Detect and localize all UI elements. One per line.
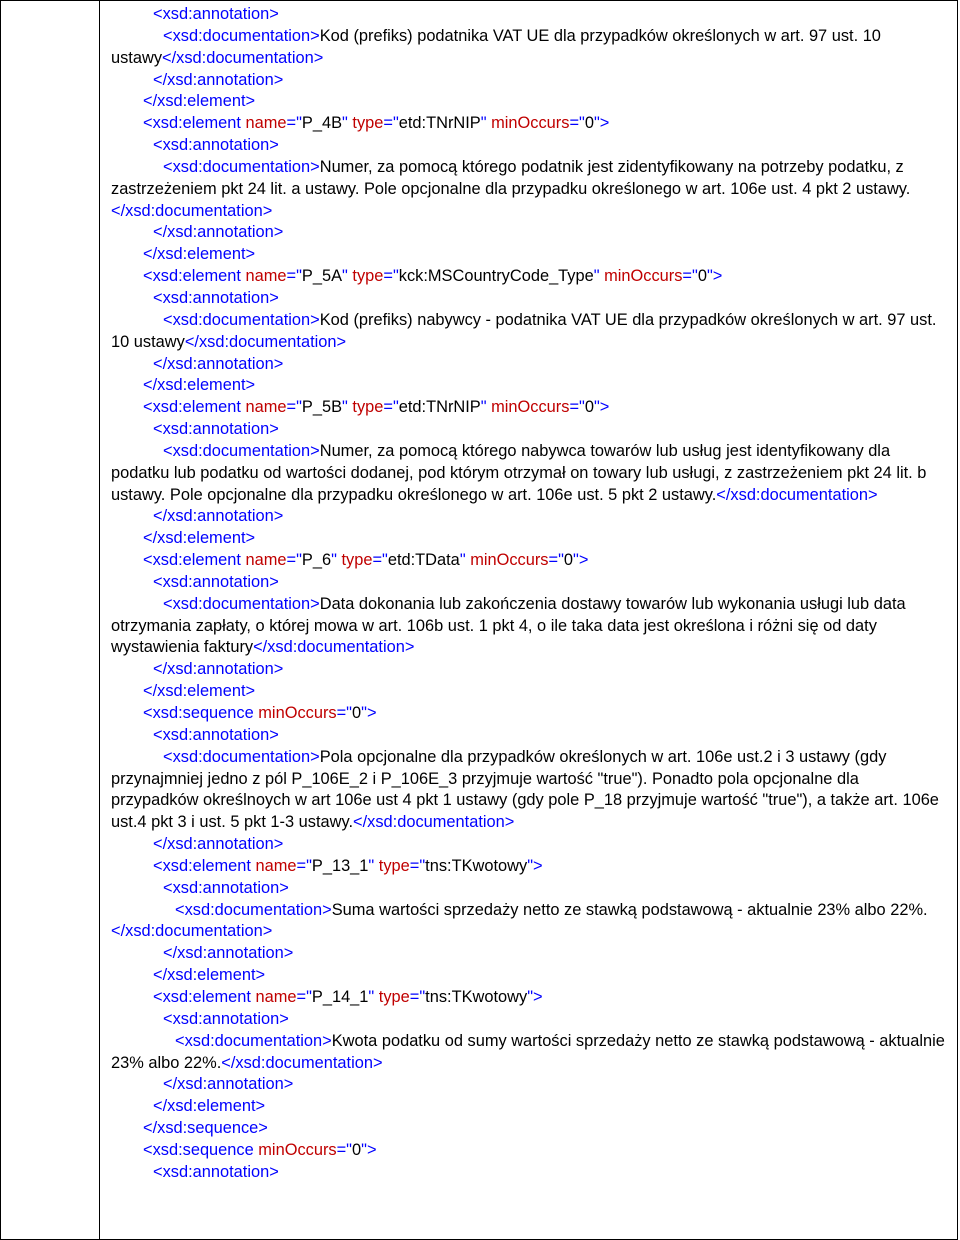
xml-attr-name-token: name [245, 551, 287, 570]
xml-attr-name-token: minOccurs [258, 1140, 337, 1159]
code-line [111, 659, 945, 681]
xml-text-token: kck:MSCountryCode_Type [398, 267, 594, 286]
code-line [111, 1118, 945, 1140]
xml-text-token: Kwota podatku od sumy wartości sprzedaży netto ze stawką podstawową - aktualnie 23% albo 22%. [111, 1031, 945, 1072]
xml-text-token: 0 [584, 398, 594, 417]
xml-tag-token: </xsd:documentation> [162, 48, 324, 67]
code-line [111, 1140, 945, 1162]
code-line [111, 70, 945, 92]
xml-attr-name-token: type [378, 987, 410, 1006]
xml-tag-token: </xsd:documentation> [184, 332, 347, 351]
xsd-code-listing [111, 4, 945, 1184]
code-line [111, 703, 945, 725]
xml-text-token: 0 [563, 551, 574, 570]
code-line [111, 965, 945, 987]
code-line [111, 135, 945, 157]
xml-tag-token: " [368, 856, 379, 875]
xml-tag-token: =" [286, 398, 302, 417]
xml-tag-token: <xsd:element [143, 267, 246, 286]
xml-tag-token: </xsd:documentation> [253, 638, 415, 657]
xml-tag-token: <xsd:element [143, 398, 246, 417]
xml-tag-token: =" [296, 987, 312, 1006]
xml-tag-token: <xsd:documentation> [175, 1031, 332, 1050]
xml-attr-name-token: name [255, 987, 297, 1006]
xml-tag-token: </xsd:element> [143, 376, 256, 395]
code-line [111, 856, 945, 878]
xml-tag-token: =" [336, 1140, 352, 1159]
code-line [111, 1096, 945, 1118]
code-line [111, 550, 945, 572]
xml-tag-token: " [368, 987, 379, 1006]
code-line [111, 878, 945, 900]
xml-text-token: etd:TNrNIP [398, 398, 481, 417]
xml-tag-token: "> [573, 551, 589, 570]
xml-tag-token: =" [286, 267, 302, 286]
code-line [111, 1031, 945, 1075]
xml-text-token: 0 [352, 704, 362, 722]
xml-tag-token: =" [383, 114, 399, 133]
code-line [111, 113, 945, 135]
xml-tag-token: </xsd:element> [143, 245, 256, 264]
code-line [111, 594, 945, 660]
xml-tag-token: </xsd:annotation> [163, 944, 294, 963]
xml-tag-token: "> [706, 267, 723, 286]
xml-tag-token: " [331, 551, 342, 570]
xml-tag-token: "> [593, 114, 610, 133]
xml-tag-token: </xsd:sequence> [143, 1119, 268, 1138]
xml-tag-token: <xsd:element [153, 856, 256, 875]
code-line [111, 244, 945, 266]
xml-tag-token: <xsd:annotation> [153, 572, 279, 591]
xml-tag-token: " [342, 114, 353, 133]
xml-tag-token: "> [527, 856, 543, 875]
xml-tag-token: </xsd:element> [153, 966, 266, 985]
code-line [111, 419, 945, 441]
xml-text-token: P_5B [301, 398, 343, 417]
empty-left-column [0, 0, 100, 1240]
xml-text-token: etd:TNrNIP [398, 114, 481, 133]
code-line [111, 528, 945, 550]
xml-attr-name-token: type [352, 398, 384, 417]
code-line [111, 747, 945, 834]
xml-tag-token: </xsd:documentation> [716, 485, 878, 504]
xml-tag-token: <xsd:annotation> [153, 420, 279, 439]
code-line [111, 987, 945, 1009]
xml-text-token: 0 [697, 267, 707, 286]
xml-tag-token: <xsd:documentation> [163, 157, 320, 176]
xml-tag-token: <xsd:annotation> [153, 288, 279, 307]
xml-tag-token: </xsd:annotation> [153, 70, 284, 89]
code-line [111, 91, 945, 113]
code-line [111, 397, 945, 419]
xml-tag-token: </xsd:documentation> [111, 201, 273, 220]
xml-tag-token: <xsd:element [143, 551, 246, 570]
xml-tag-token: =" [296, 856, 312, 875]
xml-text-token: P_13_1 [311, 856, 369, 875]
xml-tag-token: " [480, 398, 492, 417]
xml-tag-token: <xsd:annotation> [153, 5, 279, 23]
xml-tag-token: =" [682, 267, 698, 286]
xml-tag-token: </xsd:annotation> [163, 1075, 294, 1094]
xml-tag-token: </xsd:documentation> [111, 922, 273, 941]
xml-attr-name-token: minOccurs [491, 114, 570, 133]
xml-attr-name-token: type [341, 551, 373, 570]
xml-text-token: Suma wartości sprzedaży netto ze stawką podstawową - aktualnie 23% albo 22%. [331, 900, 928, 919]
xml-text-token: 0 [352, 1140, 362, 1159]
xml-attr-name-token: name [255, 856, 297, 875]
xml-tag-token: " [342, 398, 353, 417]
code-line [111, 354, 945, 376]
xml-tag-token: </xsd:documentation> [221, 1053, 383, 1072]
xml-tag-token: <xsd:annotation> [163, 1009, 289, 1028]
xml-tag-token: " [342, 267, 353, 286]
xml-tag-token: </xsd:element> [153, 1097, 266, 1116]
xml-tag-token: </xsd:element> [143, 529, 256, 548]
xml-attr-name-token: type [352, 114, 384, 133]
code-line [111, 4, 945, 26]
xml-tag-token: <xsd:element [143, 114, 246, 133]
xml-tag-token: " [480, 114, 492, 133]
xml-attr-name-token: minOccurs [491, 398, 570, 417]
xml-tag-token: </xsd:documentation> [353, 813, 515, 832]
xml-text-token: Kod (prefiks) nabywcy - podatnika VAT UE dla przypadków określonych w art. 97 ust. 10 ustawy [111, 310, 937, 351]
code-line [111, 288, 945, 310]
code-line [111, 1162, 945, 1184]
xml-attr-name-token: minOccurs [604, 267, 683, 286]
code-line [111, 26, 945, 70]
xml-tag-token: <xsd:documentation> [163, 26, 320, 45]
xml-text-token: P_4B [301, 114, 343, 133]
code-line [111, 900, 945, 944]
xml-text-token: P_5A [301, 267, 343, 286]
xml-text-token: 0 [584, 114, 594, 133]
code-line [111, 157, 945, 223]
xml-text-token: Numer, za pomocą którego podatnik jest zidentyfikowany na potrzeby podatku, z zastrzeżeniem pkt 24 lit. a ustawy. Pole opcjonalne dla przypadku określonego w art. 106e ust. 4 pkt 2 ustawy. [111, 157, 911, 198]
xml-tag-token: </xsd:annotation> [153, 354, 284, 373]
xml-tag-token: =" [336, 704, 352, 722]
xml-text-token: P_14_1 [311, 987, 369, 1006]
xml-tag-token: <xsd:sequence [143, 1140, 259, 1159]
xml-tag-token: </xsd:annotation> [153, 835, 284, 854]
code-line [111, 943, 945, 965]
xml-tag-token: =" [286, 551, 302, 570]
xml-text-token: etd:TData [387, 551, 460, 570]
code-line [111, 375, 945, 397]
xml-tag-token: <xsd:element [153, 987, 256, 1006]
xml-tag-token: <xsd:documentation> [163, 441, 320, 460]
xml-tag-token: <xsd:annotation> [153, 1162, 279, 1181]
xml-tag-token: <xsd:annotation> [163, 878, 289, 897]
xml-tag-token: "> [527, 987, 543, 1006]
xml-tag-token: </xsd:element> [143, 92, 256, 111]
xml-text-token: Numer, za pomocą którego nabywca towarów lub usług jest identyfikowany dla podatku lub podatku od wartości dodanej, pod którym otrzymał on towary lub usługi, z zastrzeżeniem pkt 24 lit. b ustawy. Pole opcjonalne dla przypadku określonego w art. 106e ust. 5 pkt 2 ustawy. [111, 441, 927, 504]
xml-attr-name-token: name [245, 267, 287, 286]
xml-text-token: P_6 [301, 551, 332, 570]
xml-tag-token: </xsd:annotation> [153, 507, 284, 526]
xml-tag-token: <xsd:documentation> [163, 310, 320, 329]
code-line [111, 310, 945, 354]
xml-tag-token: =" [383, 398, 399, 417]
xml-text-token: Data dokonania lub zakończenia dostawy towarów lub wykonania usługi lub data otrzymania zapłaty, o której mowa w art. 106b ust. 1 pkt 4, o ile taka data jest określona i różni się od daty wystawienia faktury [111, 594, 906, 657]
code-line [111, 222, 945, 244]
xml-tag-token: =" [548, 551, 564, 570]
code-line [111, 1074, 945, 1096]
xml-tag-token: =" [383, 267, 399, 286]
xml-text-token: Kod (prefiks) podatnika VAT UE dla przypadków określonych w art. 97 ust. 10 ustawy [111, 26, 881, 67]
xml-tag-token: <xsd:documentation> [163, 747, 320, 766]
xml-tag-token: " [593, 267, 605, 286]
xml-tag-token: " [459, 551, 471, 570]
xml-text-token: tns:TKwotowy [425, 987, 528, 1006]
code-line [111, 1009, 945, 1031]
xml-tag-token: <xsd:documentation> [163, 594, 320, 613]
xml-tag-token: "> [593, 398, 610, 417]
xml-tag-token: =" [409, 987, 426, 1006]
xml-tag-token: =" [286, 114, 302, 133]
xml-tag-token: =" [409, 856, 426, 875]
xml-tag-token: =" [569, 398, 585, 417]
xml-tag-token: </xsd:element> [143, 682, 256, 701]
xml-attr-name-token: name [245, 114, 287, 133]
xml-attr-name-token: minOccurs [258, 704, 337, 722]
xml-attr-name-token: type [352, 267, 384, 286]
code-line [111, 572, 945, 594]
xml-tag-token: "> [361, 1140, 377, 1159]
xml-tag-token: =" [372, 551, 388, 570]
xml-tag-token: <xsd:annotation> [153, 136, 279, 155]
code-line [111, 441, 945, 507]
xml-tag-token: <xsd:documentation> [175, 900, 332, 919]
xml-tag-token: =" [569, 114, 585, 133]
xml-tag-token: </xsd:annotation> [153, 660, 284, 679]
xml-attr-name-token: name [245, 398, 287, 417]
xml-attr-name-token: type [378, 856, 410, 875]
xml-tag-token: </xsd:annotation> [153, 223, 284, 242]
xml-text-token: Pola opcjonalne dla przypadków określonych w art. 106e ust.2 i 3 ustawy (gdy przynajmniej jedno z pól P_106E_2 i P_106E_3 przyjmuje wartość "true"). Ponadto pola opcjonalne dla przypadków określnoych w art 106e ust 4 pkt 1 ustawy (gdy pole P_18 przyjmuje wartość "true"), a także art. 106e ust.4 pkt 3 i ust. 5 pkt 1-3 ustawy. [111, 747, 939, 832]
code-line [111, 725, 945, 747]
xml-tag-token: <xsd:sequence [143, 704, 259, 722]
code-line [111, 266, 945, 288]
code-line [111, 681, 945, 703]
xml-tag-token: "> [361, 704, 377, 722]
code-line [111, 834, 945, 856]
xml-attr-name-token: minOccurs [470, 551, 549, 570]
code-line [111, 506, 945, 528]
xml-tag-token: <xsd:annotation> [153, 725, 279, 744]
xml-text-token: tns:TKwotowy [425, 856, 528, 875]
